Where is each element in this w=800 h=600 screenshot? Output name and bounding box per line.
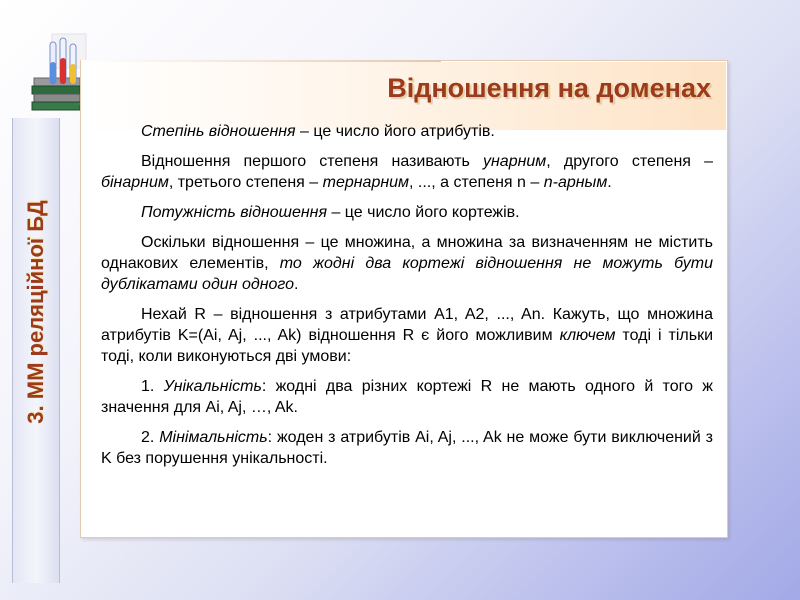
term-minimality: Мінімальність — [159, 429, 268, 446]
emphasis-no-duplicates: то жодні два кортежі відношення не можуть бути дублікатами один одного — [101, 255, 713, 293]
term-ternary: тернарним — [322, 174, 410, 191]
term-unary: унарним — [483, 153, 547, 170]
text: тоді і тільки тоді, коли виконуються дві умови: — [101, 327, 714, 365]
text: – це число його атрибутів. — [295, 123, 495, 140]
term-n-ary: n-арным — [543, 174, 608, 191]
text: , ..., а степеня n – — [409, 174, 544, 191]
text: – це число його кортежів. — [327, 204, 520, 221]
paragraph-key — [101, 304, 713, 367]
paragraph-cardinality — [101, 202, 713, 223]
term-key: ключем — [559, 327, 616, 344]
paragraph-minimality — [101, 427, 713, 469]
paragraph-degree — [101, 121, 713, 142]
term-degree: Степінь відношення — [141, 123, 296, 140]
sidebar-section-label: 3. ММ реляційної БД — [23, 200, 48, 424]
content-card — [80, 60, 728, 538]
text: Оскільки відношення – це множина, а множина за визначенням не містить однакових елементів, — [101, 234, 713, 272]
text: : жоден з атрибутів Ai, Aj, ..., Ak не може бути виключений з K без порушення унікальності. — [101, 429, 713, 467]
text: 2. — [141, 429, 160, 446]
term-binary: бінарним — [101, 174, 169, 191]
slide-title: Відношення на доменах — [387, 73, 711, 103]
term-cardinality: Потужність відношення — [141, 204, 327, 221]
text: , другого степеня – — [546, 153, 713, 170]
text: : жодні два різних кортежі R не мають одного й того ж значення для Ai, Aj, …, Ak. — [101, 378, 713, 416]
text: , третього степеня – — [168, 174, 323, 191]
text: 1. — [141, 378, 164, 395]
text: . — [607, 174, 612, 191]
term-uniqueness: Унікальність — [163, 378, 262, 395]
top-divider — [81, 60, 441, 62]
paragraph-set — [101, 232, 713, 295]
body-text — [101, 121, 713, 478]
text: Відношення першого степеня називають — [141, 153, 483, 170]
text: Нехай R – відношення з атрибутами A1, A2, ..., An. Кажуть, що множина атрибутів K=(Ai, Aj, ..., Ak) відношення R є його можливим — [101, 306, 713, 344]
text: . — [294, 276, 299, 293]
paragraph-arity — [101, 151, 713, 193]
paragraph-uniqueness — [101, 376, 713, 418]
